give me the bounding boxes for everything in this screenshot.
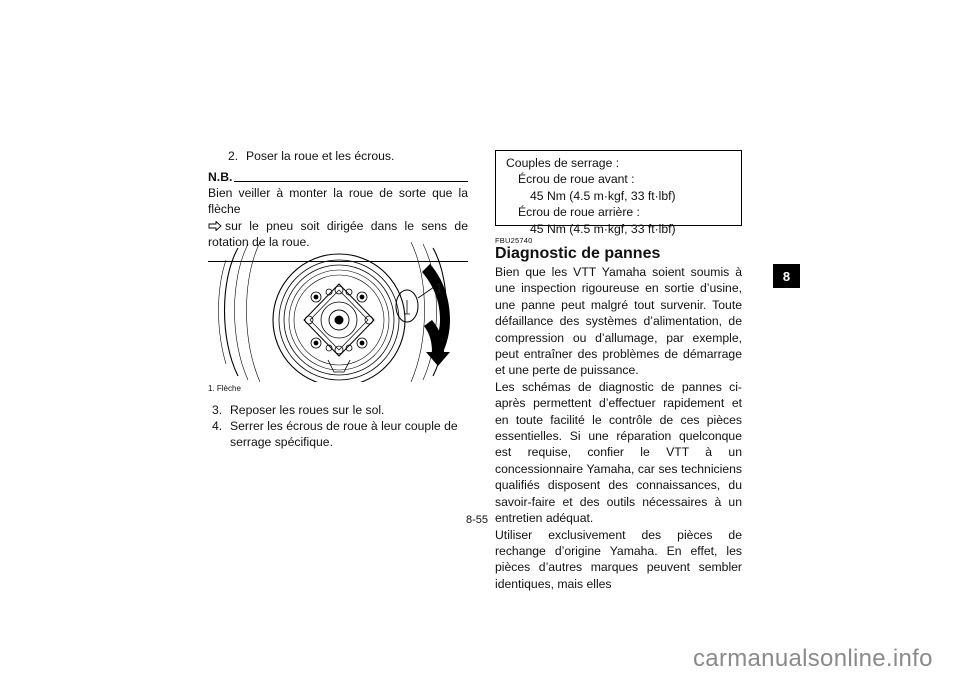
note-heading-rule (234, 181, 468, 182)
page-number: 8-55 (466, 514, 489, 526)
note-text-before: Bien veiller à monter la roue de sorte que la flèche (208, 186, 468, 217)
step-number: 3. (212, 403, 223, 417)
body-paragraph: Bien que les VTT Yamaha soient soumis à une inspection rigoureuse en sortie d’usine, une panne peut malgré tout survenir. Toute défaillance des systèmes d’alimentation, de compression ou d’allumage, par exemple, peut entraîner des problèmes de démarrage et une perte de puissance. (495, 265, 742, 378)
section-body (495, 264, 742, 592)
note-heading: N.B. (208, 170, 233, 184)
figure-caption: 1. Flèche (208, 384, 241, 393)
torque-spec-box (495, 150, 742, 236)
step-text: Poser la roue et les écrous. (246, 149, 395, 163)
step-text: Serrer les écrous de roue à leur couple de serrage spécifique. (230, 419, 458, 450)
wheel-illustration (208, 240, 468, 382)
step-number: 4. (212, 419, 223, 433)
watermark-text: carmanualsonline.info (693, 645, 933, 672)
note-text-after: sur le pneu soit dirigée dans le sens de rotation de la roue. (208, 218, 468, 250)
body-paragraph: Les schémas de diagnostic de pannes ci-après permettent d’effectuer rapidement et en toute facilité le contrôle de ces pièces essentielles. Si une réparation quelconque est requise, confier le VTT à un concessionnaire Yamaha, car ses techniciens qualifiés disposent des connaissances, du savoir-faire et des outils nécessaires à un entretien adéquat. (495, 379, 742, 526)
section-title: Diagnostic de pannes (495, 245, 661, 262)
figure-callout-number: 1 (435, 280, 443, 296)
step-text: Reposer les roues sur le sol. (230, 403, 385, 417)
torque-title: Couples de serrage : (506, 156, 620, 170)
step-2 (228, 148, 468, 164)
step-number: 2. (228, 149, 239, 163)
wheel-figure (208, 240, 468, 382)
torque-rear-value: 45 Nm (4.5 m·kgf, 33 ft·lbf) (530, 221, 676, 236)
section-code: FBU25740 (495, 236, 533, 245)
torque-front-label: Écrou de roue avant : (518, 172, 635, 187)
hollow-right-arrow-icon (208, 219, 222, 229)
torque-front-value: 45 Nm (4.5 m·kgf, 33 ft·lbf) (530, 188, 676, 203)
chapter-tab: 8 (773, 264, 800, 288)
step-4 (212, 418, 468, 451)
torque-rear-label: Écrou de roue arrière : (518, 205, 640, 220)
body-paragraph: Utiliser exclusivement des pièces de rechange d’origine Yamaha. En effet, les pièces d’autres marques peuvent sembler identiques, mais elles (495, 527, 742, 591)
step-3 (212, 402, 468, 418)
